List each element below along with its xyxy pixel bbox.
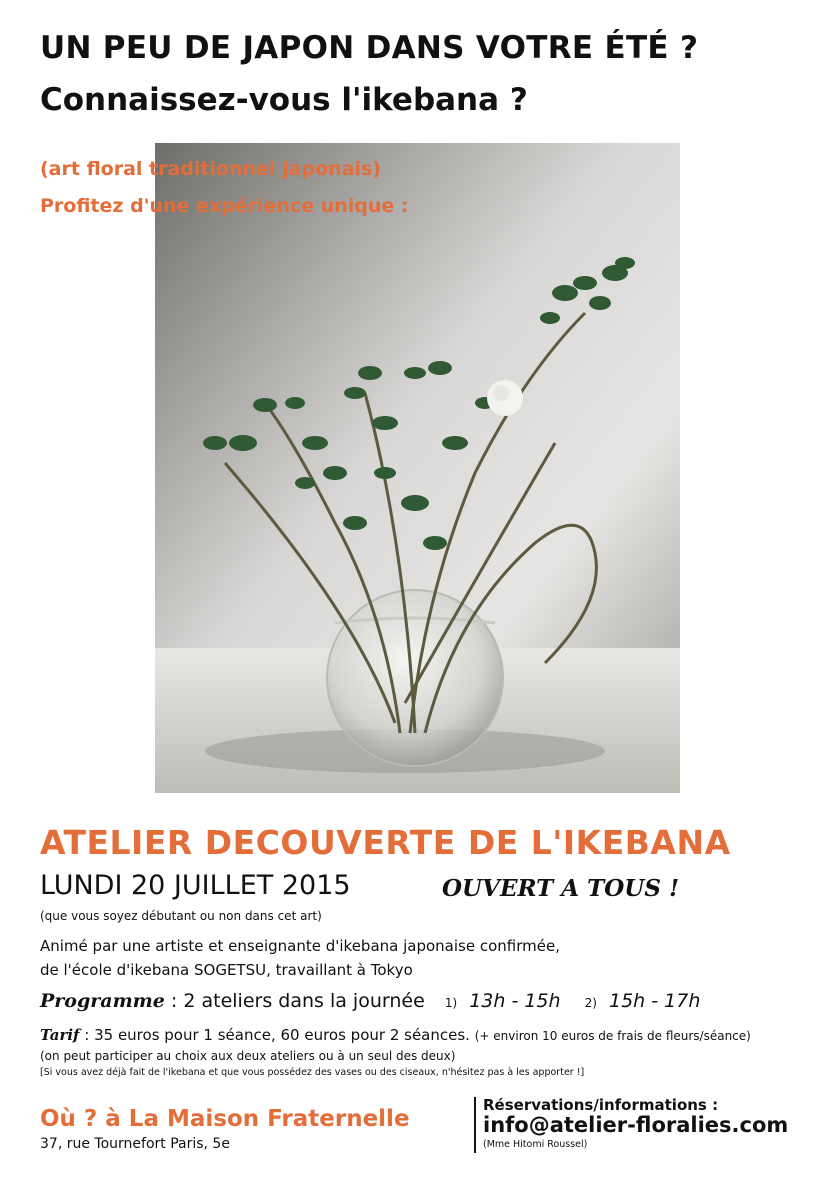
experience-tagline: Profitez d'une expérience unique : xyxy=(40,195,409,217)
tarif-separator: : xyxy=(79,1026,95,1044)
programme-separator: : xyxy=(164,990,184,1012)
open-to-all-note: OUVERT A TOUS ! xyxy=(442,875,680,902)
bring-tools-note: [Si vous avez déjà fait de l'ikebana et que vous possédez des vases ou des ciseaux, n'hésitez pas à les apporter !] xyxy=(40,1067,585,1078)
programme-label: Programme xyxy=(40,990,165,1012)
tarif-line xyxy=(40,1026,751,1044)
host-line-2: de l'école d'ikebana SOGETSU, travaillant à Tokyo xyxy=(40,961,413,979)
poster-question: Connaissez-vous l'ikebana ? xyxy=(40,82,528,118)
reservation-contact: (Mme Hitomi Roussel) xyxy=(483,1139,588,1150)
location-label: Où ? à La Maison Fraternelle xyxy=(40,1106,410,1132)
slot-1-time: 13h - 15h xyxy=(469,990,561,1012)
location-address: 37, rue Tournefort Paris, 5e xyxy=(40,1136,230,1152)
slot-1-number: 1) xyxy=(444,996,458,1010)
host-line-1: Animé par une artiste et enseignante d'ikebana japonaise confirmée, xyxy=(40,937,560,955)
programme-text: 2 ateliers dans la journée xyxy=(183,990,425,1012)
level-note: (que vous soyez débutant ou non dans cet art) xyxy=(40,909,322,923)
slot-2-number: 2) xyxy=(584,996,597,1010)
ikebana-photo xyxy=(155,143,680,793)
slot-2-time: 15h - 17h xyxy=(608,990,701,1012)
event-date: LUNDI 20 JUILLET 2015 xyxy=(40,870,351,901)
programme-line xyxy=(40,990,700,1012)
contact-divider xyxy=(474,1097,476,1153)
reservation-email: info@atelier-floralies.com xyxy=(483,1113,789,1137)
art-description: (art floral traditionnel japonais) xyxy=(40,158,381,180)
tarif-label: Tarif xyxy=(40,1026,80,1044)
event-title: ATELIER DECOUVERTE DE L'IKEBANA xyxy=(40,823,731,862)
participation-note: (on peut participer au choix aux deux ateliers ou à un seul des deux) xyxy=(40,1049,456,1063)
tarif-extra: (+ environ 10 euros de frais de fleurs/séance) xyxy=(474,1029,751,1043)
poster-title: UN PEU DE JAPON DANS VOTRE ÉTÉ ? xyxy=(40,30,699,66)
tarif-text: 35 euros pour 1 séance, 60 euros pour 2 séances. xyxy=(94,1026,470,1044)
reservation-label: Réservations/informations : xyxy=(483,1096,719,1114)
